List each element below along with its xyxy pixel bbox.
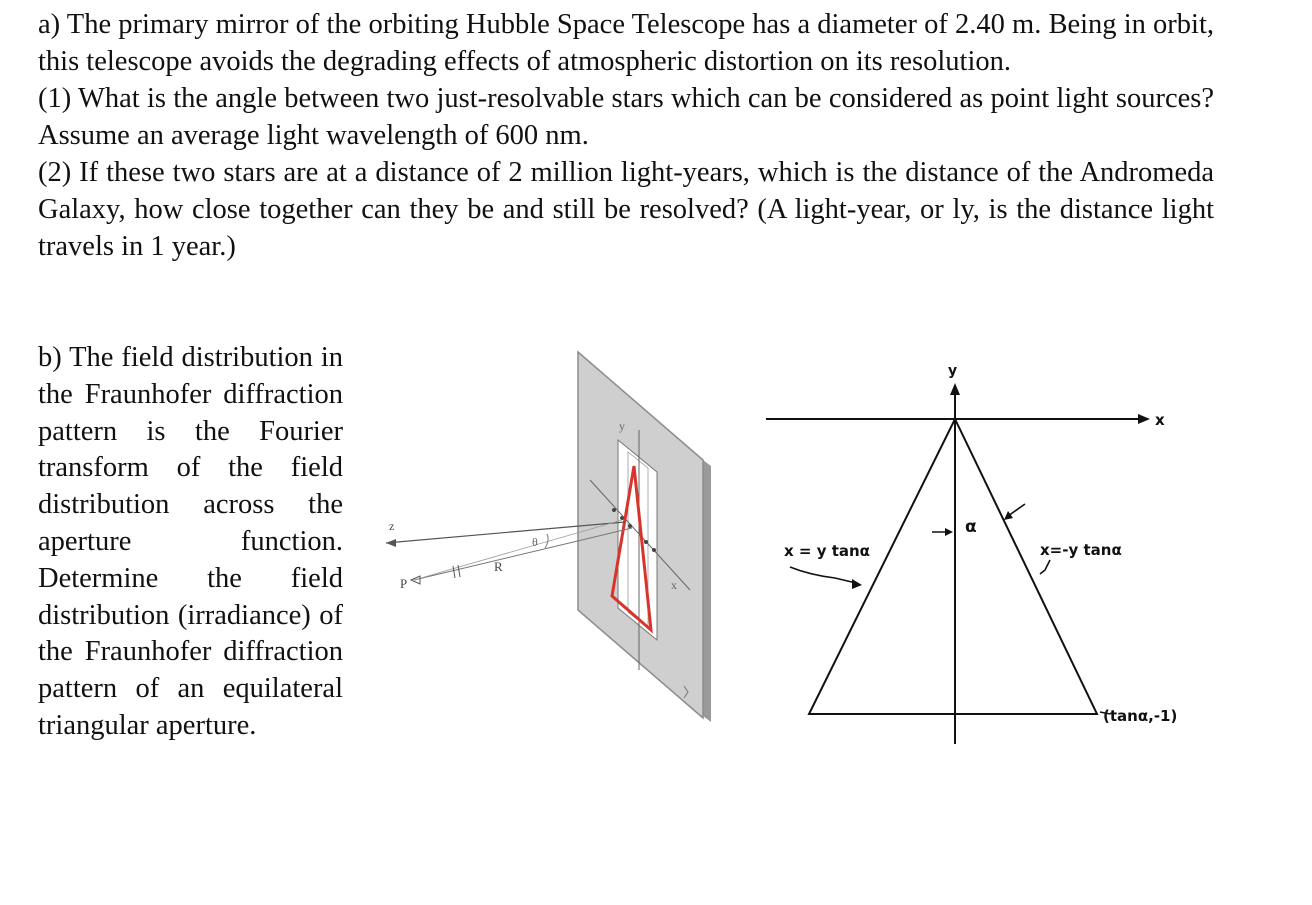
triangle-coordinate-figure [760,355,1200,750]
theta-arc [545,534,548,548]
part-a-intro: a) The primary mirror of the orbiting Hubble Space Telescope has a diameter of 2.40 m. Being in orbit, this telescope avoids the degrading effects of atmospheric distortion on its resolution. [38,9,1214,77]
part-a-question [38,6,1214,265]
x-axis-arrowhead [1138,414,1150,424]
r-break-1 [453,566,455,578]
alpha-arrow-right [1008,504,1025,516]
left-label-r: R [494,559,503,574]
right-label-corner: (tanα,-1) [1103,707,1178,725]
part-a-q1: (1) What is the angle between two just-resolvable stars which can be considered as point light sources? Assume an average light wavelength of 600 nm. [38,83,1214,151]
left-label-theta: θ [532,535,538,549]
left-edge-arrowhead [852,579,862,589]
equilateral-triangle [809,419,1097,714]
left-label-y: y [619,419,625,433]
left-label-p: P [400,576,408,591]
aperture-perspective-figure [370,340,720,735]
right-edge-label-arrow [1040,560,1050,574]
left-edge-label-arrow [790,567,856,583]
z-axis-arrowhead [386,539,396,547]
y-axis-arrowhead [950,383,960,395]
part-a-q2: (2) If these two stars are at a distance of 2 million light-years, which is the distance of the Andromeda Galaxy, how close together can they be and still be resolved? (A light-year, or ly, is the distance light travels in 1 year.) [38,157,1214,262]
left-label-z: z [389,519,395,533]
right-label-x: x [1155,411,1165,429]
alpha-arrow-left-head [945,528,953,536]
right-label-right-edge: x=-y tanα [1040,541,1122,559]
right-label-alpha: α [965,517,977,537]
right-label-left-edge: x = y tanα [784,542,870,560]
right-label-y: y [948,363,958,379]
part-b-question: b) The field distribution in the Fraunhofer diffraction pattern is the Fourier transform of the field distribution across the aperture function. Determine the field distribution (irradiance) of the Fraunhofer diffraction pattern of an equilateral triangular aperture. [38,342,343,741]
alpha-arrow-right-head [1004,511,1013,520]
plate-edge [703,460,711,722]
left-label-x: x [671,578,677,592]
